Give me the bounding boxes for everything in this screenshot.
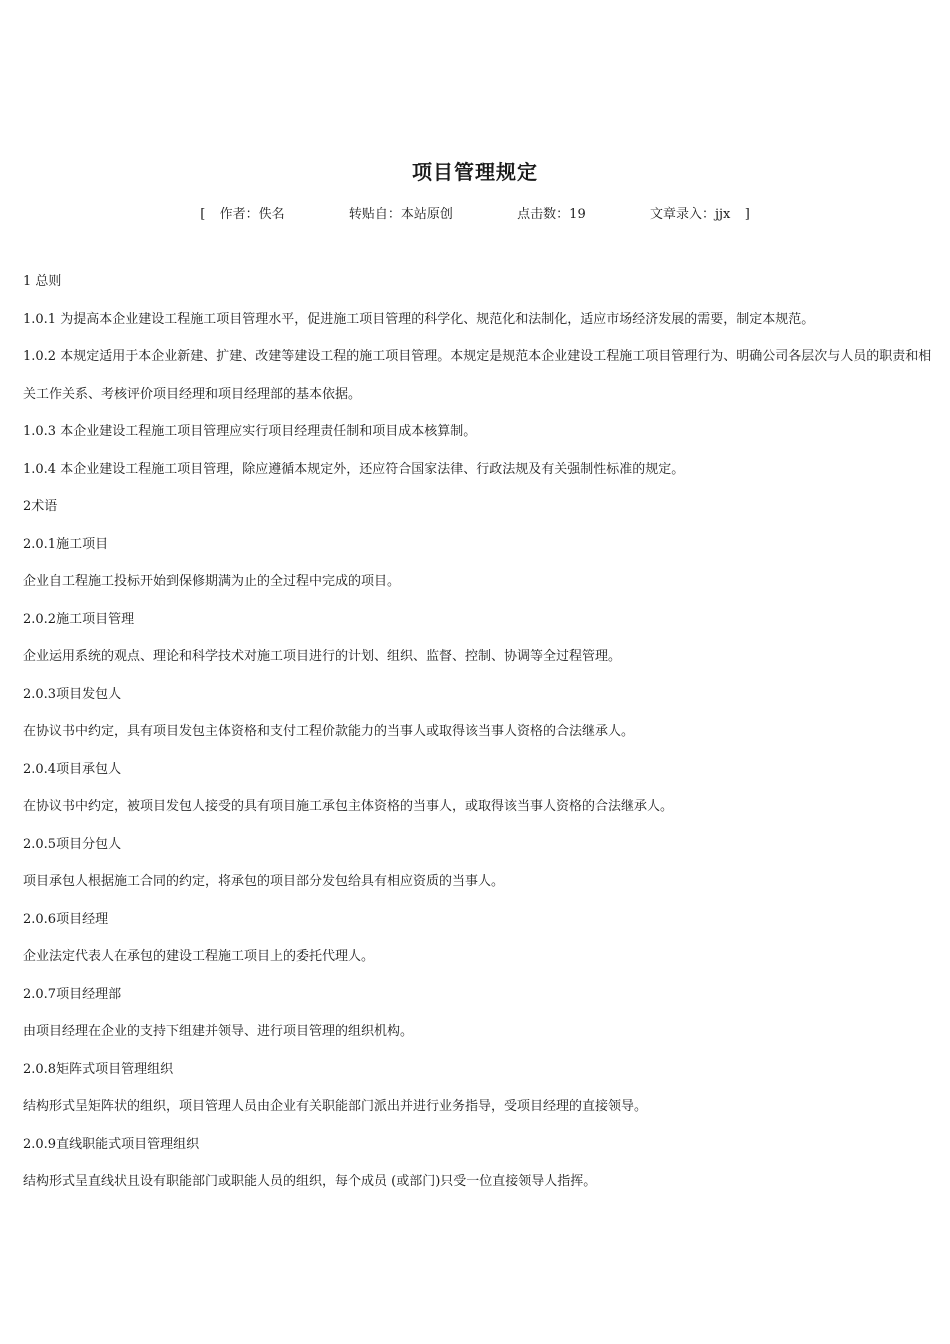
term-definition: 项目承包人根据施工合同的约定，将承包的项目部分发包给具有相应资质的当事人。 [23, 874, 505, 889]
meta-clicks: 点击数：19 [517, 207, 586, 222]
term-definition: 在协议书中约定，被项目发包人接受的具有项目施工承包主体资格的当事人，或取得该当事人资格的合法继承人。 [23, 799, 674, 814]
term-heading: 2.0.2施工项目管理 [23, 611, 135, 627]
meta-editor: 文章录入：jjx [650, 207, 731, 222]
page-title: 项目管理规定 [412, 160, 538, 184]
term-heading: 2.0.9直线职能式项目管理组织 [23, 1136, 200, 1152]
meta-source: 转贴自：本站原创 [348, 207, 453, 222]
meta-author: 作者：佚名 [219, 207, 285, 222]
meta-open-bracket: [ [200, 207, 206, 222]
term-heading: 2.0.5项目分包人 [23, 836, 122, 852]
term-heading: 2.0.6项目经理 [23, 911, 109, 927]
section-heading: 1 总则 [23, 274, 62, 289]
term-definition: 结构形式呈直线状且设有职能部门或职能人员的组织，每个成员 (或部门)只受一位直接领导人指挥。 [23, 1174, 597, 1189]
section-heading: 2术语 [23, 499, 58, 514]
term-definition: 由项目经理在企业的支持下组建并领导、进行项目管理的组织机构。 [23, 1024, 414, 1039]
term-heading: 2.0.1施工项目 [23, 536, 109, 552]
term-definition: 结构形式呈矩阵状的组织，项目管理人员由企业有关职能部门派出并进行业务指导，受项目经理的直接领导。 [23, 1099, 648, 1114]
document-body [23, 263, 935, 1201]
term-definition: 企业运用系统的观点、理论和科学技术对施工项目进行的计划、组织、监督、控制、协调等全过程管理。 [23, 649, 622, 664]
term-heading: 2.0.7项目经理部 [23, 986, 122, 1002]
term-definition: 企业自工程施工投标开始到保修期满为止的全过程中完成的项目。 [23, 574, 401, 589]
term-heading: 2.0.8矩阵式项目管理组织 [23, 1061, 174, 1077]
term-heading: 2.0.4项目承包人 [23, 761, 122, 777]
meta-close-bracket: ] [744, 207, 750, 222]
term-definition: 在协议书中约定，具有项目发包主体资格和支付工程价款能力的当事人或取得该当事人资格的合法继承人。 [23, 724, 635, 739]
clause-paragraph: 1.0.2 本规定适用于本企业新建、扩建、改建等建设工程的施工项目管理。本规定是规范本企业建设工程施工项目管理行为、明确公司各层次与人员的职责和相关工作关系、考核评价项目经理和项目经理部的基本依据。 [23, 349, 932, 402]
clause-paragraph: 1.0.4 本企业建设工程施工项目管理，除应遵循本规定外，还应符合国家法律、行政法规及有关强制性标准的规定。 [23, 461, 685, 477]
term-definition: 企业法定代表人在承包的建设工程施工项目上的委托代理人。 [23, 949, 375, 964]
article-meta [0, 205, 950, 225]
clause-paragraph: 1.0.1 为提高本企业建设工程施工项目管理水平，促进施工项目管理的科学化、规范化和法制化，适应市场经济发展的需要，制定本规范。 [23, 311, 815, 327]
clause-paragraph: 1.0.3 本企业建设工程施工项目管理应实行项目经理责任制和项目成本核算制。 [23, 424, 477, 439]
term-heading: 2.0.3项目发包人 [23, 686, 122, 702]
